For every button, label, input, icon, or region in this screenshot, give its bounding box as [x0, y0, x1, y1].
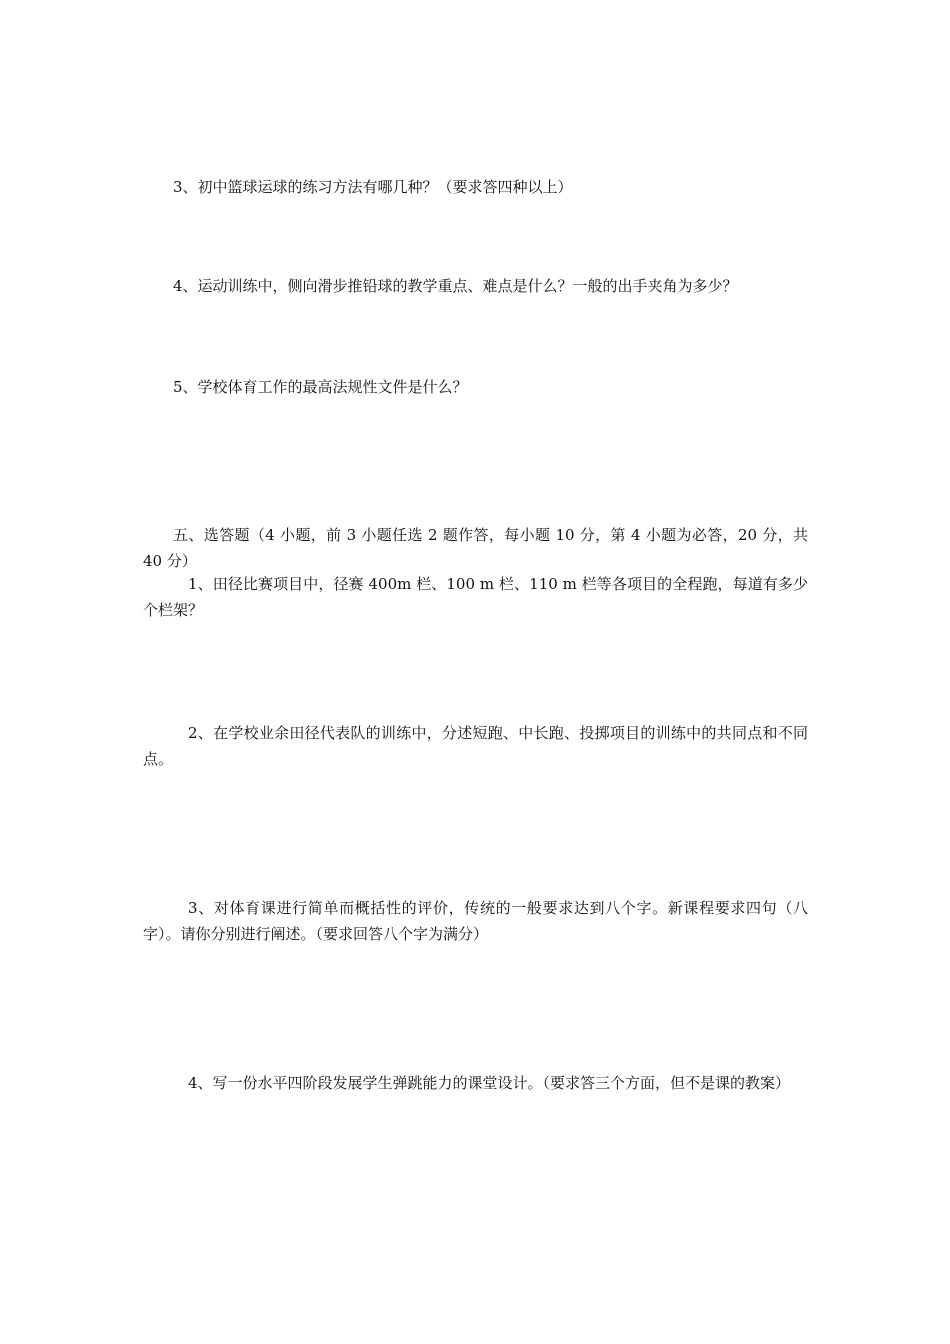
question-5: 5、学校体育工作的最高法规性文件是什么？: [173, 378, 468, 396]
question-4: 4、运动训练中，侧向滑步推铅球的教学重点、难点是什么？一般的出手夹角为多少？: [173, 277, 738, 295]
section-5-item-4: 4、写一份水平四阶段发展学生弹跳能力的课堂设计。（要求答三个方面，但不是课的教案）: [188, 1074, 791, 1092]
section-5-item-3: 3、对体育课进行简单而概括性的评价，传统的一般要求达到八个字。新课程要求四句（八字）。请你分别进行阐述。（要求回答八个字为满分）: [143, 899, 808, 943]
section-5-item-1: 1、田径比赛项目中，径赛 400m 栏、100 m 栏、110 m 栏等各项目的全程跑，每道有多少个栏架？: [143, 575, 808, 619]
question-3: 3、初中篮球运球的练习方法有哪几种？（要求答四种以上）: [173, 178, 573, 196]
section-5-item-2: 2、在学校业余田径代表队的训练中，分述短跑、中长跑、投掷项目的训练中的共同点和不同点。: [143, 724, 808, 768]
section-5-heading: 五、选答题（4 小题，前 3 小题任选 2 题作答，每小题 10 分，第 4 小题为必答，20 分，共 40 分）: [143, 526, 808, 570]
